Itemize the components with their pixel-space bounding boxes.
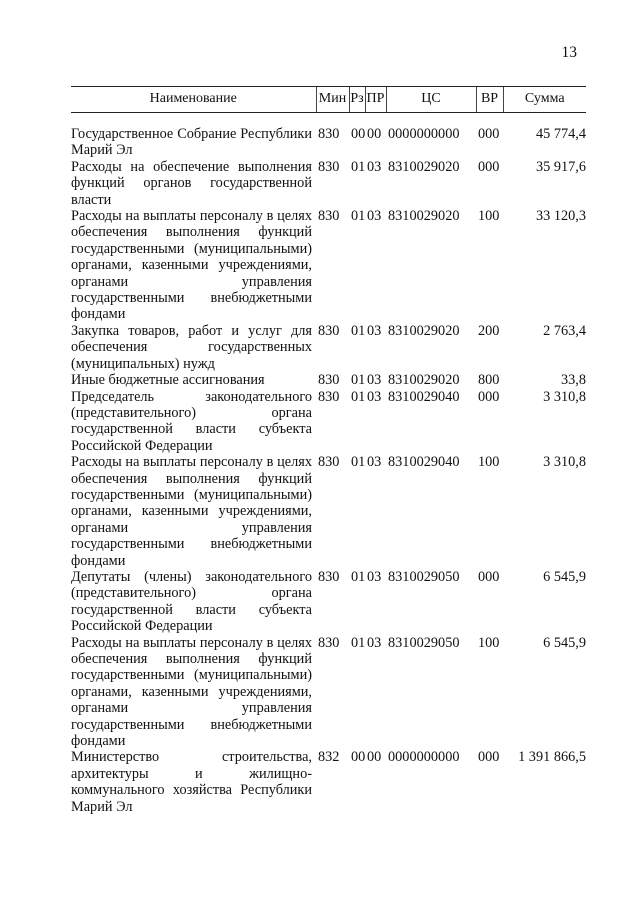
row-cs: 0000000000 bbox=[388, 749, 460, 766]
table-row bbox=[71, 372, 586, 388]
row-min: 830 bbox=[318, 208, 340, 225]
row-name: Расходы на выплаты персоналу в целях обеспечения выполнения функций государственными (муниципальными) органами, казенными учреждениями, органами управления государственными внебюджетными фондами bbox=[71, 454, 312, 569]
row-rz: 01 bbox=[351, 372, 366, 389]
row-cs: 8310029020 bbox=[388, 372, 460, 389]
row-sum: 6 545,9 bbox=[543, 568, 586, 585]
row-name: Расходы на обеспечение выполнения функций органов государственной власти bbox=[71, 158, 312, 208]
header-min: Мин bbox=[316, 87, 349, 113]
row-vr: 200 bbox=[478, 322, 500, 339]
row-min: 830 bbox=[318, 372, 340, 389]
row-name: Закупка товаров, работ и услуг для обеспечения государственных (муниципальных) нужд bbox=[71, 322, 312, 372]
row-cs: 8310029040 bbox=[388, 388, 460, 405]
row-min: 830 bbox=[318, 126, 340, 142]
row-min: 830 bbox=[318, 322, 340, 339]
row-sum: 35 917,6 bbox=[535, 158, 586, 175]
row-min: 830 bbox=[318, 568, 340, 585]
row-sum: 1 391 866,5 bbox=[518, 749, 586, 766]
row-cs: 8310029050 bbox=[388, 568, 460, 585]
table-row bbox=[71, 635, 586, 750]
table-header bbox=[71, 87, 586, 113]
row-sum: 45 774,4 bbox=[535, 126, 586, 142]
row-vr: 100 bbox=[478, 454, 500, 471]
table-row bbox=[71, 208, 586, 323]
row-vr: 000 bbox=[478, 749, 500, 766]
row-name: Расходы на выплаты персоналу в целях обеспечения выполнения функций государственными (муниципальными) органами, казенными учреждениями, органами управления государственными внебюджетными фондами bbox=[71, 634, 312, 750]
row-min: 830 bbox=[318, 634, 340, 651]
row-pr: 00 bbox=[367, 126, 382, 142]
row-vr: 000 bbox=[478, 126, 500, 142]
row-pr: 03 bbox=[367, 634, 382, 651]
row-pr: 03 bbox=[367, 372, 382, 389]
table-row bbox=[71, 159, 586, 208]
row-name: Министерство строительства, архитектуры и жилищно-коммунального хозяйства Республики Марий Эл bbox=[71, 749, 312, 815]
row-rz: 01 bbox=[351, 568, 366, 585]
row-vr: 000 bbox=[478, 568, 500, 585]
table-row bbox=[71, 323, 586, 372]
header-name: Наименование bbox=[71, 87, 316, 113]
row-cs: 8310029020 bbox=[388, 322, 460, 339]
row-vr: 000 bbox=[478, 388, 500, 405]
row-min: 830 bbox=[318, 158, 340, 175]
row-sum: 6 545,9 bbox=[543, 634, 586, 651]
page-number: 13 bbox=[561, 44, 577, 61]
row-cs: 0000000000 bbox=[388, 126, 460, 142]
budget-table-container bbox=[71, 86, 586, 815]
row-vr: 800 bbox=[478, 372, 500, 389]
row-pr: 03 bbox=[367, 208, 382, 225]
header-vr: ВР bbox=[476, 87, 503, 113]
row-cs: 8310029040 bbox=[388, 454, 460, 471]
row-rz: 01 bbox=[351, 322, 366, 339]
table-body bbox=[71, 113, 586, 816]
row-rz: 01 bbox=[351, 388, 366, 405]
table-row bbox=[71, 749, 586, 815]
row-vr: 100 bbox=[478, 634, 500, 651]
row-name: Иные бюджетные ассигнования bbox=[71, 372, 265, 389]
table-row bbox=[71, 113, 586, 159]
header-cs: ЦС bbox=[386, 87, 476, 113]
row-pr: 00 bbox=[367, 749, 382, 766]
row-min: 832 bbox=[318, 749, 340, 766]
row-rz: 01 bbox=[351, 158, 366, 175]
row-vr: 000 bbox=[478, 158, 500, 175]
row-pr: 03 bbox=[367, 454, 382, 471]
row-name: Расходы на выплаты персоналу в целях обеспечения выполнения функций государственными (муниципальными) органами, казенными учреждениями, органами управления государственными внебюджетными фондами bbox=[71, 208, 312, 323]
row-rz: 01 bbox=[351, 634, 366, 651]
row-pr: 03 bbox=[367, 388, 382, 405]
row-sum: 2 763,4 bbox=[543, 322, 586, 339]
row-pr: 03 bbox=[367, 322, 382, 339]
row-rz: 01 bbox=[351, 208, 366, 225]
row-sum: 3 310,8 bbox=[543, 388, 586, 405]
header-rz: Рз bbox=[349, 87, 365, 113]
row-min: 830 bbox=[318, 454, 340, 471]
row-vr: 100 bbox=[478, 208, 500, 225]
row-cs: 8310029020 bbox=[388, 158, 460, 175]
row-sum: 3 310,8 bbox=[543, 454, 586, 471]
row-rz: 00 bbox=[351, 126, 366, 142]
table-row bbox=[71, 389, 586, 455]
row-rz: 01 bbox=[351, 454, 366, 471]
row-name: Государственное Собрание Республики Марий Эл bbox=[71, 126, 312, 159]
table-row bbox=[71, 454, 586, 569]
row-pr: 03 bbox=[367, 568, 382, 585]
row-sum: 33,8 bbox=[560, 372, 586, 389]
row-cs: 8310029020 bbox=[388, 208, 460, 225]
header-pr: ПР bbox=[365, 87, 386, 113]
budget-table bbox=[71, 86, 586, 815]
row-name: Депутаты (члены) законодательного (представительного) органа государственной власти субъекта Российской Федерации bbox=[71, 568, 312, 635]
row-pr: 03 bbox=[367, 158, 382, 175]
row-cs: 8310029050 bbox=[388, 634, 460, 651]
row-min: 830 bbox=[318, 388, 340, 405]
header-row bbox=[71, 87, 586, 113]
row-sum: 33 120,3 bbox=[535, 208, 586, 225]
table-row bbox=[71, 569, 586, 635]
row-rz: 00 bbox=[351, 749, 366, 766]
header-sum: Сумма bbox=[503, 87, 586, 113]
row-name: Председатель законодательного (представительного) органа государственной власти субъекта Российской Федерации bbox=[71, 388, 312, 454]
